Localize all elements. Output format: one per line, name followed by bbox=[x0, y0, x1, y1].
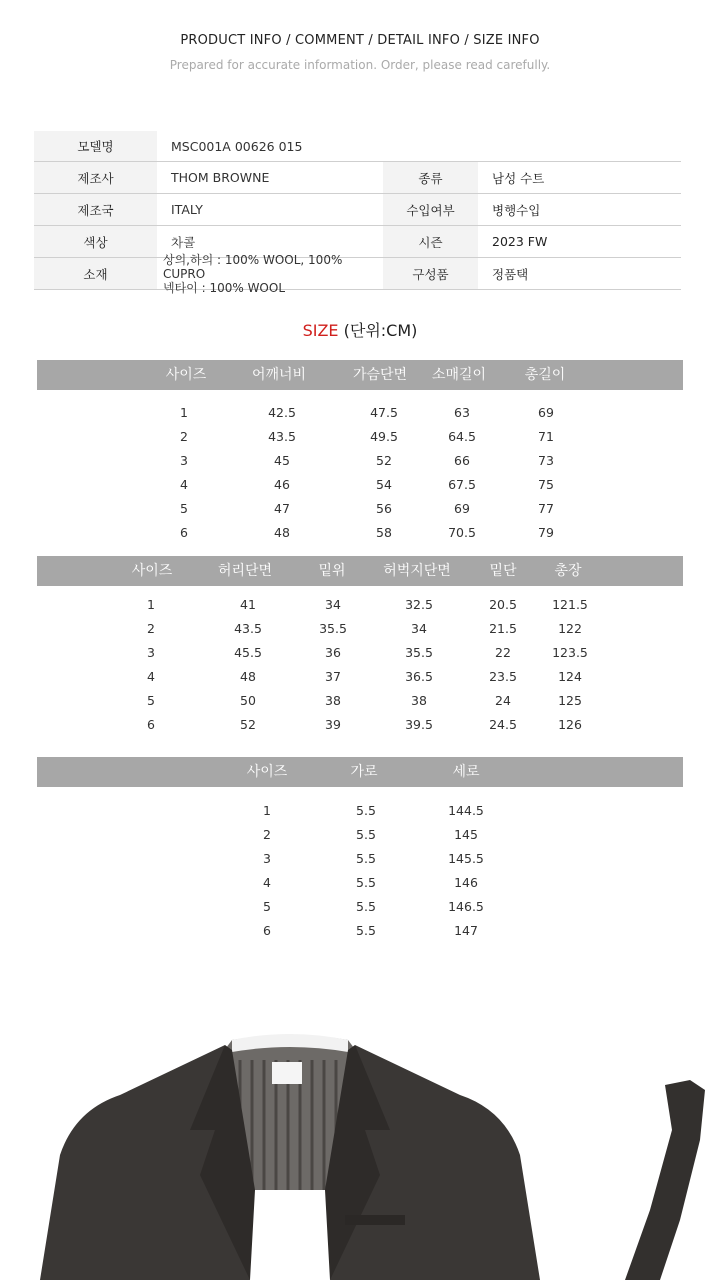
table-cell: 5.5 bbox=[356, 923, 376, 938]
import-value: 병행수입 bbox=[492, 202, 541, 218]
season-value: 2023 FW bbox=[492, 234, 548, 249]
size-title bbox=[0, 318, 720, 341]
column-header: 밑단 bbox=[489, 563, 517, 579]
table-cell: 38 bbox=[325, 693, 341, 708]
table-cell: 122 bbox=[558, 621, 582, 636]
table-cell: 5.5 bbox=[356, 899, 376, 914]
table-cell: 32.5 bbox=[405, 597, 433, 612]
table-cell: 145.5 bbox=[448, 851, 484, 866]
table-cell: 5 bbox=[263, 899, 271, 914]
table-cell: 48 bbox=[274, 525, 290, 540]
table-cell: 66 bbox=[454, 453, 470, 468]
table-cell: 1 bbox=[263, 803, 271, 818]
table-cell: 47.5 bbox=[370, 405, 398, 420]
country-value: ITALY bbox=[171, 202, 203, 217]
table-cell: 35.5 bbox=[319, 621, 347, 636]
table-cell: 5.5 bbox=[356, 827, 376, 842]
info-row-country bbox=[34, 194, 681, 226]
column-header: 총길이 bbox=[524, 367, 566, 383]
table-cell: 69 bbox=[454, 501, 470, 516]
tie-size-table-header bbox=[37, 757, 683, 787]
table-cell: 147 bbox=[454, 923, 478, 938]
table-cell: 36.5 bbox=[405, 669, 433, 684]
table-cell: 77 bbox=[538, 501, 554, 516]
jacket-size-table-header bbox=[37, 360, 683, 390]
product-info-table bbox=[34, 131, 681, 295]
table-cell: 45.5 bbox=[234, 645, 262, 660]
table-cell: 50 bbox=[240, 693, 256, 708]
table-cell: 20.5 bbox=[489, 597, 517, 612]
table-cell: 39.5 bbox=[405, 717, 433, 732]
table-cell: 21.5 bbox=[489, 621, 517, 636]
table-cell: 146 bbox=[454, 875, 478, 890]
info-row-maker bbox=[34, 162, 681, 194]
column-header: 가로 bbox=[350, 764, 378, 780]
material-line: 상의,하의 : 100% WOOL, 100% CUPRO bbox=[163, 252, 343, 281]
type-label: 종류 bbox=[383, 162, 478, 193]
table-cell: 3 bbox=[263, 851, 271, 866]
table-cell: 4 bbox=[180, 477, 188, 492]
table-cell: 3 bbox=[180, 453, 188, 468]
components-label: 구성품 bbox=[383, 258, 478, 289]
table-cell: 5 bbox=[147, 693, 155, 708]
table-cell: 24.5 bbox=[489, 717, 517, 732]
table-cell: 34 bbox=[325, 597, 341, 612]
table-cell: 37 bbox=[325, 669, 341, 684]
product-photo bbox=[0, 990, 720, 1280]
table-cell: 38 bbox=[411, 693, 427, 708]
table-cell: 56 bbox=[376, 501, 392, 516]
table-cell: 1 bbox=[147, 597, 155, 612]
suit-image bbox=[0, 990, 720, 1280]
table-cell: 43.5 bbox=[234, 621, 262, 636]
table-cell: 5.5 bbox=[356, 851, 376, 866]
column-header: 세로 bbox=[452, 764, 480, 780]
table-cell: 5 bbox=[180, 501, 188, 516]
table-cell: 36 bbox=[325, 645, 341, 660]
column-header: 허리단면 bbox=[217, 563, 273, 579]
table-cell: 43.5 bbox=[268, 429, 296, 444]
table-cell: 63 bbox=[454, 405, 470, 420]
table-cell: 2 bbox=[263, 827, 271, 842]
season-label: 시즌 bbox=[383, 226, 478, 257]
table-cell: 42.5 bbox=[268, 405, 296, 420]
table-cell: 35.5 bbox=[405, 645, 433, 660]
table-cell: 52 bbox=[240, 717, 256, 732]
info-row-material bbox=[34, 252, 681, 295]
table-cell: 75 bbox=[538, 477, 554, 492]
table-cell: 4 bbox=[147, 669, 155, 684]
table-cell: 123.5 bbox=[552, 645, 588, 660]
column-header: 사이즈 bbox=[131, 563, 173, 579]
model-label: 모델명 bbox=[34, 131, 157, 161]
table-cell: 39 bbox=[325, 717, 341, 732]
column-header: 사이즈 bbox=[246, 764, 288, 780]
table-cell: 48 bbox=[240, 669, 256, 684]
table-cell: 22 bbox=[495, 645, 511, 660]
table-cell: 144.5 bbox=[448, 803, 484, 818]
table-cell: 79 bbox=[538, 525, 554, 540]
column-header: 밑위 bbox=[318, 563, 346, 579]
size-title-accent: SIZE bbox=[302, 321, 339, 340]
maker-value: THOM BROWNE bbox=[171, 170, 270, 185]
table-cell: 6 bbox=[147, 717, 155, 732]
table-cell: 145 bbox=[454, 827, 478, 842]
table-cell: 34 bbox=[411, 621, 427, 636]
table-cell: 45 bbox=[274, 453, 290, 468]
column-header: 총장 bbox=[554, 563, 582, 579]
column-header: 허벅지단면 bbox=[383, 563, 451, 579]
table-cell: 54 bbox=[376, 477, 392, 492]
table-cell: 126 bbox=[558, 717, 582, 732]
table-cell: 5.5 bbox=[356, 875, 376, 890]
model-value: MSC001A 00626 015 bbox=[171, 138, 303, 154]
pants-size-table-header bbox=[37, 556, 683, 586]
table-cell: 4 bbox=[263, 875, 271, 890]
table-cell: 2 bbox=[147, 621, 155, 636]
size-title-unit: (단위:CM) bbox=[338, 321, 418, 340]
table-cell: 1 bbox=[180, 405, 188, 420]
components-value: 정품택 bbox=[492, 266, 529, 282]
material-line: 넥타이 : 100% WOOL bbox=[163, 280, 286, 295]
table-cell: 124 bbox=[558, 669, 582, 684]
table-cell: 5.5 bbox=[356, 803, 376, 818]
table-cell: 69 bbox=[538, 405, 554, 420]
column-header: 가슴단면 bbox=[352, 367, 408, 383]
table-cell: 2 bbox=[180, 429, 188, 444]
table-cell: 73 bbox=[538, 453, 554, 468]
table-cell: 146.5 bbox=[448, 899, 484, 914]
material-value bbox=[157, 252, 383, 295]
type-value: 남성 수트 bbox=[492, 170, 545, 186]
table-cell: 6 bbox=[180, 525, 188, 540]
table-cell: 49.5 bbox=[370, 429, 398, 444]
section-title: PRODUCT INFO / COMMENT / DETAIL INFO / SIZE INFO bbox=[180, 33, 540, 48]
import-label: 수입여부 bbox=[383, 194, 478, 225]
table-cell: 71 bbox=[538, 429, 554, 444]
material-label: 소재 bbox=[34, 258, 157, 289]
table-cell: 125 bbox=[558, 693, 582, 708]
table-cell: 6 bbox=[263, 923, 271, 938]
column-header: 소매길이 bbox=[431, 367, 487, 383]
table-cell: 46 bbox=[274, 477, 290, 492]
table-cell: 64.5 bbox=[448, 429, 476, 444]
color-value: 차콜 bbox=[171, 234, 196, 250]
info-row-model bbox=[34, 131, 681, 162]
table-cell: 23.5 bbox=[489, 669, 517, 684]
table-cell: 47 bbox=[274, 501, 290, 516]
table-cell: 58 bbox=[376, 525, 392, 540]
table-cell: 121.5 bbox=[552, 597, 588, 612]
section-subtitle: Prepared for accurate information. Order, please read carefully. bbox=[169, 58, 551, 72]
table-cell: 52 bbox=[376, 453, 392, 468]
column-header: 사이즈 bbox=[165, 367, 207, 383]
color-label: 색상 bbox=[34, 226, 157, 257]
maker-label: 제조사 bbox=[34, 162, 157, 193]
table-cell: 3 bbox=[147, 645, 155, 660]
table-cell: 70.5 bbox=[448, 525, 476, 540]
country-label: 제조국 bbox=[34, 194, 157, 225]
column-header: 어깨너비 bbox=[251, 367, 307, 383]
table-cell: 24 bbox=[495, 693, 511, 708]
table-cell: 67.5 bbox=[448, 477, 476, 492]
table-cell: 41 bbox=[240, 597, 256, 612]
